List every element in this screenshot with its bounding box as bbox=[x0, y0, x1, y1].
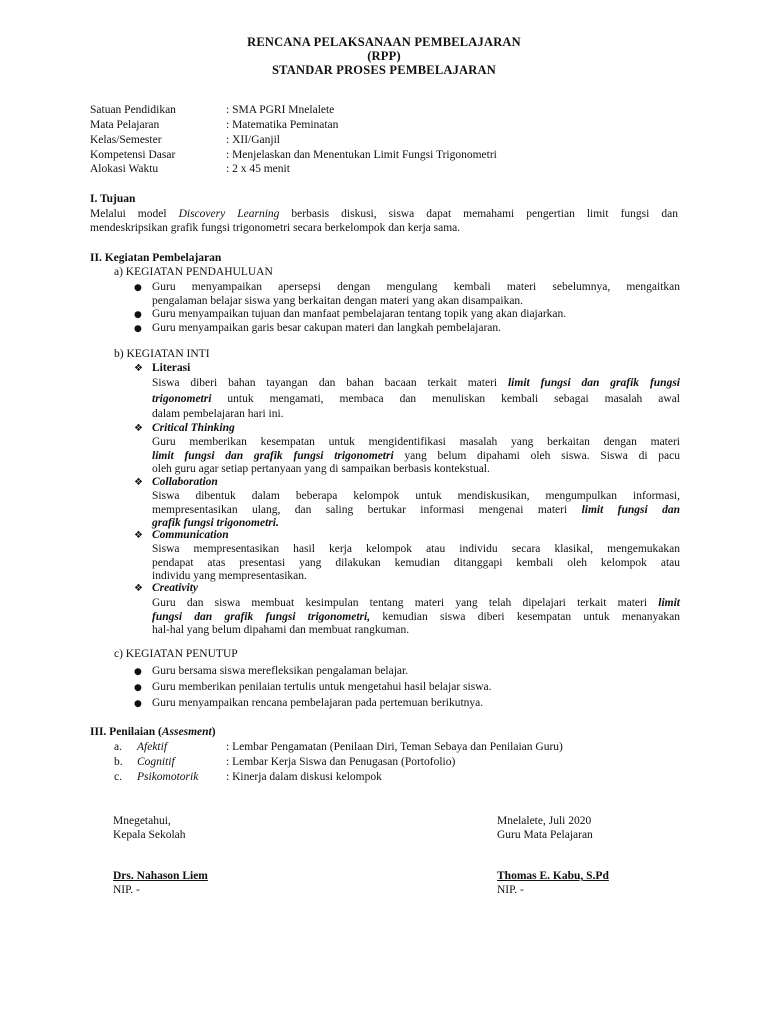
identity-label: Satuan Pendidikan bbox=[90, 104, 176, 116]
bullet-icon: ● bbox=[134, 667, 142, 677]
inti-heading: b) KEGIATAN INTI bbox=[114, 348, 210, 360]
text-line: dalam pembelajaran hari ini. bbox=[152, 408, 284, 420]
text-line: Siswa dibentuk dalam beberapa kelompok untuk mendiskusikan, mengumpulkan informasi, bbox=[152, 490, 680, 502]
identity-value: : XII/Ganjil bbox=[226, 134, 280, 146]
penutup-item-3: Guru menyampaikan rencana pembelajaran pada pertemuan berikutnya. bbox=[152, 697, 484, 709]
signature-right-name: Thomas E. Kabu, S.Pd bbox=[497, 870, 609, 882]
text-run: mempresentasikan ulang, dan saling bertukar informasi mengenai materi bbox=[152, 503, 582, 516]
identity-value: : Menjelaskan dan Menentukan Limit Fungsi Trigonometri bbox=[226, 149, 497, 161]
diamond-arrow-icon: ❖ bbox=[134, 477, 143, 488]
penilaian-name: Psikomotorik bbox=[137, 771, 199, 783]
identity-label: Mata Pelajaran bbox=[90, 119, 160, 131]
text-line-bold-italic: grafik fungsi trigonometri. bbox=[152, 517, 279, 529]
text-run: Siswa diberi bahan tayangan dan bahan bacaan terkait materi bbox=[152, 377, 508, 389]
signature-left-nip: NIP. - bbox=[113, 884, 140, 896]
identity-value: : SMA PGRI Mnelalete bbox=[226, 104, 335, 116]
section-kegiatan-heading: II. Kegiatan Pembelajaran bbox=[90, 252, 222, 264]
doc-title-line1: RENCANA PELAKSANAAN PEMBELAJARAN bbox=[247, 35, 521, 49]
diamond-arrow-icon: ❖ bbox=[134, 423, 143, 434]
pendahuluan-item-1 bbox=[152, 281, 680, 308]
collaboration-title: Collaboration bbox=[152, 476, 218, 488]
text-line: Siswa mempresentasikan hasil kerja kelompok atau individu secara klasikal, mengemukakan bbox=[152, 543, 680, 555]
critical-thinking-body bbox=[152, 436, 680, 477]
bullet-icon: ● bbox=[134, 310, 142, 320]
signature-right-line1: Mnelalete, Juli 2020 bbox=[497, 815, 592, 827]
tujuan-paragraph bbox=[90, 208, 678, 235]
text-run: Guru dan siswa membuat kesimpulan tentang materi yang telah dipelajari terkait materi bbox=[152, 597, 659, 609]
text-run: III. Penilaian ( bbox=[90, 726, 162, 738]
penilaian-letter: c. bbox=[114, 771, 122, 783]
text-run: berbasis diskusi, siswa dapat memahami pengertian limit fungsi dan bbox=[279, 208, 678, 220]
penilaian-letter: b. bbox=[114, 756, 123, 768]
text-line: Guru menyampaikan apersepsi dengan mengulang kembali materi sebelumnya, mengaitkan bbox=[152, 281, 680, 293]
creativity-title: Creativity bbox=[152, 582, 198, 594]
collaboration-body bbox=[152, 490, 680, 531]
creativity-body bbox=[152, 597, 680, 638]
text-run-italic: Discovery Learning bbox=[178, 208, 280, 220]
signature-left-line1: Mnegetahui, bbox=[113, 815, 171, 827]
text-run: yang belum dipahami oleh siswa. Siswa di pacu bbox=[393, 449, 680, 462]
text-line: oleh guru agar setiap pertanyaan yang di sampaikan berbasis kontekstual. bbox=[152, 463, 490, 475]
doc-title-line3: STANDAR PROSES PEMBELAJARAN bbox=[272, 63, 496, 77]
penutup-item-2: Guru memberikan penilaian tertulis untuk mengetahui hasil belajar siswa. bbox=[152, 681, 492, 693]
literasi-title: Literasi bbox=[152, 362, 191, 374]
diamond-arrow-icon: ❖ bbox=[134, 583, 143, 594]
text-line: hal-hal yang belum dipahami dan membuat rangkuman. bbox=[152, 624, 410, 636]
penilaian-name: Afektif bbox=[137, 741, 168, 753]
text-run: ) bbox=[211, 726, 216, 738]
text-run: kemudian siswa diberi kesempatan untuk menanyakan bbox=[370, 610, 680, 623]
communication-body bbox=[152, 543, 680, 584]
text-run-bold-italic: limit fungsi dan grafik fungsi bbox=[507, 377, 680, 389]
diamond-arrow-icon: ❖ bbox=[134, 363, 143, 374]
critical-thinking-title: Critical Thinking bbox=[152, 422, 235, 434]
penutup-item-1: Guru bersama siswa merefleksikan pengalaman belajar. bbox=[152, 665, 409, 677]
communication-title: Communication bbox=[152, 529, 229, 541]
pendahuluan-item-3: Guru menyampaikan garis besar cakupan materi dan langkah pembelajaran. bbox=[152, 322, 502, 334]
literasi-body bbox=[152, 377, 680, 422]
bullet-icon: ● bbox=[134, 683, 142, 693]
penilaian-value: : Lembar Pengamatan (Penilaan Diri, Teman Sebaya dan Penilaian Guru) bbox=[226, 741, 563, 753]
text-run-bold-italic: limit fungsi dan bbox=[581, 503, 680, 516]
bullet-icon: ● bbox=[134, 324, 142, 334]
text-run-bold-italic: trigonometri bbox=[152, 392, 212, 405]
signature-left-line2: Kepala Sekolah bbox=[113, 829, 186, 841]
bullet-icon: ● bbox=[134, 283, 142, 293]
section-penilaian-heading bbox=[90, 726, 216, 740]
penilaian-letter: a. bbox=[114, 741, 122, 753]
text-line: individu yang mempresentasikan. bbox=[152, 570, 307, 582]
doc-title-line2: (RPP) bbox=[367, 49, 401, 63]
text-run: untuk mengamati, membaca dan menuliskan kembali sebagai masalah awal bbox=[211, 392, 680, 405]
signature-right-line2: Guru Mata Pelajaran bbox=[497, 829, 593, 841]
diamond-arrow-icon: ❖ bbox=[134, 530, 143, 541]
identity-value: : Matematika Peminatan bbox=[226, 119, 339, 131]
pendahuluan-heading: a) KEGIATAN PENDAHULUAN bbox=[114, 266, 273, 278]
pendahuluan-item-2: Guru menyampaikan tujuan dan manfaat pembelajaran tentang topik yang akan diajarkan. bbox=[152, 308, 567, 320]
text-run-bold-italic: fungsi dan grafik fungsi trigonometri, bbox=[152, 610, 371, 623]
text-run-bold-italic: limit fungsi dan grafik fungsi trigonometri bbox=[152, 449, 394, 462]
signature-right-nip: NIP. - bbox=[497, 884, 524, 896]
identity-value: : 2 x 45 menit bbox=[226, 163, 290, 175]
text-line: pendapat atas presentasi yang dilakukan kemudian ditanggapi kembali oleh kelompok atau bbox=[152, 556, 680, 569]
penilaian-value: : Kinerja dalam diskusi kelompok bbox=[226, 771, 382, 783]
identity-label: Kompetensi Dasar bbox=[90, 149, 176, 161]
penilaian-name: Cognitif bbox=[137, 756, 175, 768]
identity-label: Alokasi Waktu bbox=[90, 163, 159, 175]
penutup-heading: c) KEGIATAN PENUTUP bbox=[114, 648, 238, 660]
text-run-bold-italic: limit bbox=[658, 597, 680, 609]
section-tujuan-heading: I. Tujuan bbox=[90, 193, 136, 205]
identity-label: Kelas/Semester bbox=[90, 134, 162, 146]
text-line: mendeskripsikan grafik fungsi trigonometri secara berkelompok dan kerja sama. bbox=[90, 221, 461, 234]
text-line: Guru memberikan kesempatan untuk mengidentifikasi masalah yang berkaitan dengan materi bbox=[152, 436, 680, 448]
text-run: Melalui model bbox=[90, 208, 179, 220]
penilaian-value: : Lembar Kerja Siswa dan Penugasan (Portofolio) bbox=[226, 756, 456, 768]
text-run-italic: Assesment bbox=[161, 726, 212, 738]
bullet-icon: ● bbox=[134, 699, 142, 709]
text-line: pengalaman belajar siswa yang berkaitan dengan materi yang akan disampaikan. bbox=[152, 294, 524, 307]
signature-left-name: Drs. Nahason Liem bbox=[113, 870, 208, 882]
